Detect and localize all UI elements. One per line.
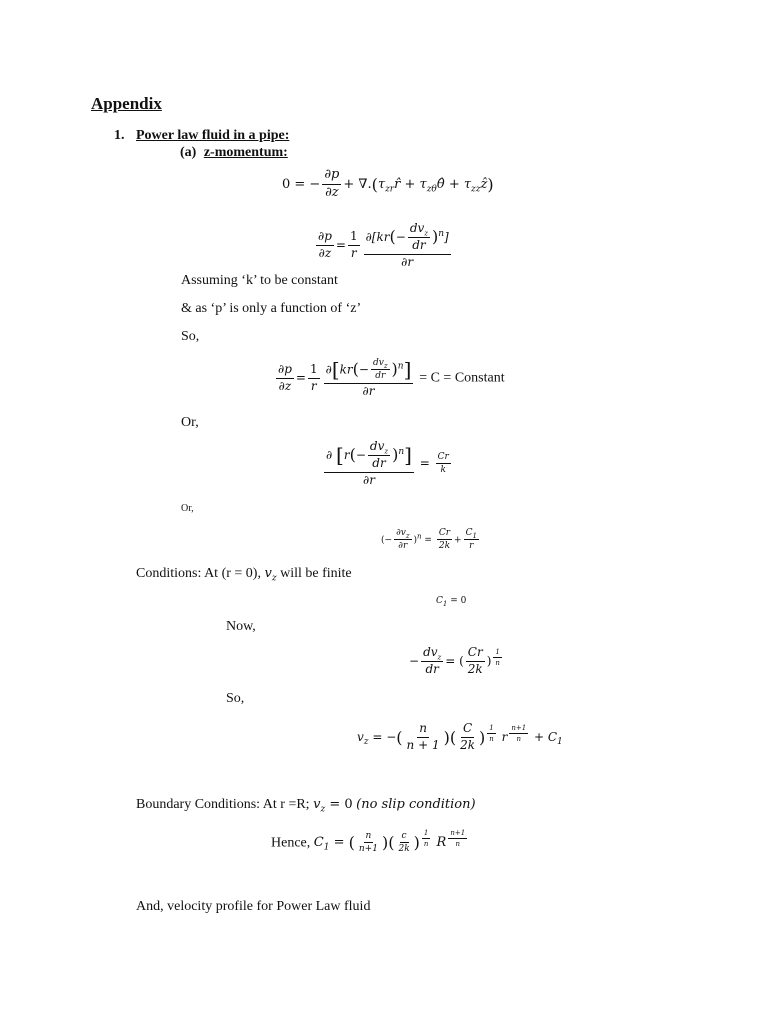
- equation-velocity-gradient: − $\frac{dv_z}{dr}$ = ( $\frac{Cr}{2k}$ ) $^{\frac{1}{n}}$: [409, 645, 500, 676]
- subsection-label: (a): [180, 145, 197, 160]
- or-text-1: Or,: [181, 415, 199, 430]
- conditions-text: Conditions: At (r = 0), $v_z$ will be finite: [136, 566, 352, 584]
- boundary-label: Boundary Conditions: At r =R;: [136, 797, 310, 812]
- so-text-1: So,: [181, 329, 200, 344]
- subsection-heading: [180, 145, 288, 161]
- equation-constant: $\frac{\partial p}{\partial z}$ = $\frac{1}{r}$ ∂[kr(− $\frac{dv_z}{dr}$ )$^n$] ∂r = C = Constant: [278, 357, 505, 398]
- hence-text: Hence,: [271, 835, 311, 851]
- so-text-2: So,: [226, 691, 245, 706]
- equation-z-momentum: 0 = − $\frac{\partial p}{\partial z}$ + $\nabla.(\tau_{zr}r̂$ + $\tau_{z\theta}\thetâ$ + $\tau_{zz}ẑ$): [282, 167, 494, 200]
- velocity-profile-text: And, velocity profile for Power Law fluid: [136, 899, 371, 914]
- conditions-suffix: will be finite: [280, 566, 352, 581]
- equation-first-integral: (− $\frac{\partial v_z}{\partial r}$ )$^n$ = $\frac{Cr}{2k}$ + $\frac{C_1}{r}$: [381, 528, 477, 552]
- constant-text: = C = Constant: [419, 370, 505, 386]
- subsection-title: z-momentum:: [203, 145, 288, 160]
- conditions-label: Conditions: At (r = 0),: [136, 566, 261, 581]
- assumption-k-text: Assuming ‘k’ to be constant: [181, 273, 338, 288]
- boundary-conditions-text: Boundary Conditions: At r =R; $v_z = 0$ (no slip condition): [136, 797, 476, 815]
- now-text: Now,: [226, 619, 256, 634]
- page-title: Appendix: [91, 94, 162, 113]
- equation-velocity: $v_z$ = −( $\frac{n}{n + 1}$ )( $\frac{C}{2k}$ ) $^{\frac{1}{n}}$ r $^{\frac{n+1}{n}}$ + $C_1$: [357, 721, 563, 752]
- equation-pressure-gradient: $\frac{\partial p}{\partial z}$ = $\frac{1}{r}$ ∂[kr(− $\frac{dv_z}{dr}$ )$^n$] ∂r: [318, 221, 449, 269]
- or-text-2: Or,: [181, 503, 194, 514]
- section-heading: [114, 128, 289, 144]
- hence-equation: Hence, $C_1$ = ( $\frac{n}{n+1}$ )( $\frac{c}{2k}$ ) $^{\frac{1}{n}}$ R $^{\frac{n+1}{n}}$: [271, 829, 466, 855]
- assumption-p-text: & as ‘p’ is only a function of ‘z’: [181, 301, 362, 316]
- equation-c1-zero: $C_1 = 0$: [436, 596, 467, 608]
- section-number: 1.: [114, 128, 125, 143]
- no-slip-text: (no slip condition): [356, 797, 476, 812]
- equation-integrate: ∂ [r(− $\frac{dv_z}{dr}$ )$^n$] ∂r = $\frac{Cr}{k}$: [326, 439, 449, 487]
- section-title: Power law fluid in a pipe:: [136, 128, 290, 143]
